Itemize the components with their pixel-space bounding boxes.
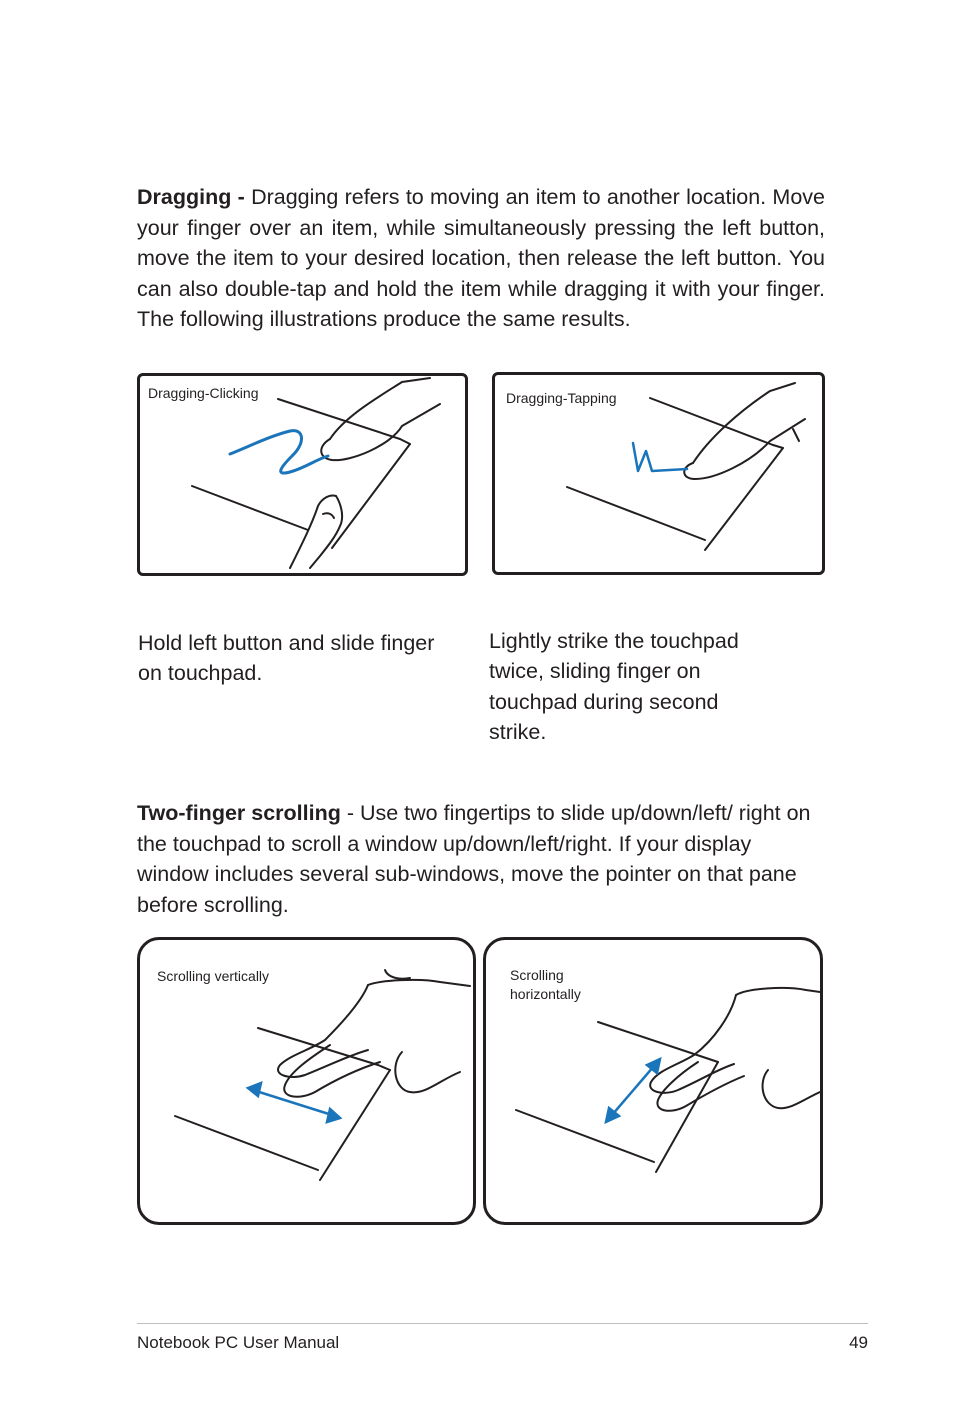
- touchpad-vertical-drawing: [140, 940, 473, 1222]
- footer-title: Notebook PC User Manual: [137, 1333, 340, 1352]
- dragging-term: Dragging -: [137, 185, 245, 209]
- panel-label-dragging-tapping: Dragging-Tapping: [506, 390, 617, 406]
- two-finger-term: Two-finger scrolling: [137, 801, 341, 825]
- illustration-scrolling-vertically: [137, 937, 476, 1225]
- panel-label-dragging-clicking: Dragging-Clicking: [148, 385, 259, 401]
- dragging-paragraph: [137, 182, 825, 335]
- illustration-dragging-clicking: [137, 373, 468, 576]
- two-finger-text: - Use two fingertips to slide up/down/left/ right on the touchpad to scroll a window up/down/left/right. If your display window includes several sub-windows, move the pointer on that pane before scrolling.: [137, 801, 811, 917]
- footer-divider: [137, 1323, 868, 1324]
- drag-path-stroke: [230, 431, 328, 473]
- illustration-scrolling-horizontally: [483, 937, 823, 1225]
- touchpad-clicking-drawing: [140, 376, 465, 573]
- two-finger-paragraph: [137, 798, 827, 920]
- dragging-text: Dragging refers to moving an item to another location. Move your finger over an item, while simultaneously pressing the left button, move the item to your desired location, then release the left button. You can also double-tap and hold the item while dragging it with your finger. The following illustrations produce the same results.: [137, 185, 825, 332]
- caption-dragging-clicking: Hold left button and slide finger on touchpad.: [138, 631, 435, 686]
- panel-label-scrolling-vertically: Scrolling vertically: [157, 968, 270, 984]
- tap-path-stroke: [633, 443, 687, 471]
- panel-label-scrolling-horizontally: Scrolling horizontally: [510, 967, 581, 1002]
- touchpad-tapping-drawing: [495, 375, 822, 572]
- page-number: 49: [849, 1333, 868, 1352]
- caption-dragging-tapping: Lightly strike the touchpad twice, sliding finger on touchpad during second strike.: [489, 629, 739, 745]
- touchpad-horizontal-drawing: [486, 940, 820, 1222]
- illustration-dragging-tapping: [492, 372, 825, 575]
